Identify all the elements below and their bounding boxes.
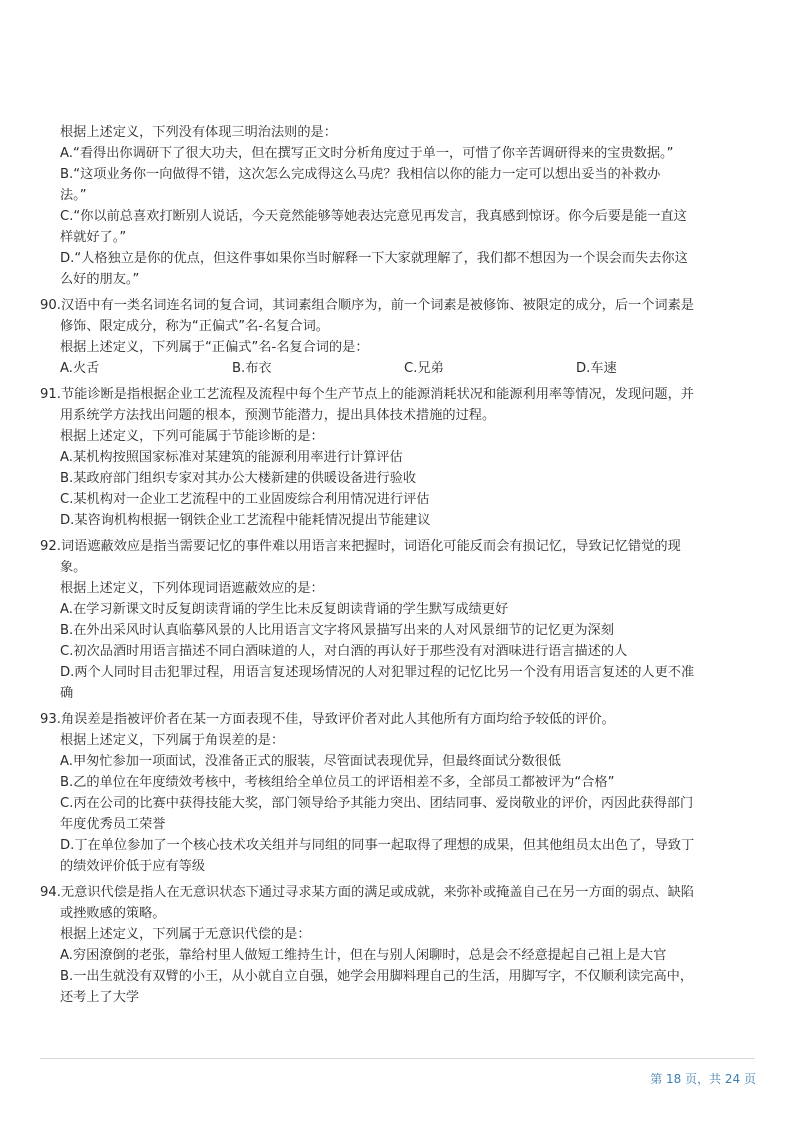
option-b-cont: 法。” xyxy=(60,188,87,203)
option-b: B.布衣 xyxy=(232,361,272,376)
option-c: C.丙在公司的比赛中获得技能大奖，部门领导给予其能力突出、团结同事、爱岗敬业的评价，丙因此获得部门 xyxy=(60,796,694,811)
option-b: B.一出生就没有双臂的小王，从小就自立自强，她学会用脚料理自己的生活，用脚写字，不仅顺利读完高中， xyxy=(60,969,694,984)
option-a: A.在学习新课文时反复朗读背诵的学生比未反复朗读背诵的学生默写成绩更好 xyxy=(60,602,509,617)
question-intro: 根据上述定义，下列属于角误差的是： xyxy=(60,733,285,748)
page-number: 第 18 页，共 24 页 xyxy=(650,1072,756,1086)
option-d-cont: 确 xyxy=(60,686,74,701)
question-intro: 根据上述定义，下列体现词语遮蔽效应的是： xyxy=(60,581,324,596)
question-stem-cont: 用系统学方法找出问题的根本，预测节能潜力，提出具体技术措施的过程。 xyxy=(60,408,496,423)
question-intro: 根据上述定义，下列没有体现三明治法则的是： xyxy=(60,125,337,140)
question-stem-cont: 象。 xyxy=(60,560,87,575)
question-91 xyxy=(40,384,765,531)
options-row xyxy=(40,358,765,379)
option-d-cont: 么好的朋友。” xyxy=(60,272,140,287)
question-stem: 90.汉语中有一类名词连名词的复合词，其词素组合顺序为，前一个词素是被修饰、被限定的成分，后一个词素是 xyxy=(40,298,694,313)
option-b: B.某政府部门组织专家对其办公大楼新建的供暖设备进行验收 xyxy=(60,471,417,486)
option-c: C.“你以前总喜欢打断别人说话，今天竟然能够等她表达完意见再发言，我真感到惊讶。你今后要是能一直这 xyxy=(60,209,687,224)
option-d: D.“人格独立是你的优点，但这件事如果你当时解释一下大家就理解了，我们都不想因为一个误会而失去你这 xyxy=(60,251,688,266)
question-94 xyxy=(40,882,765,1008)
option-c: C.初次品酒时用语言描述不同白酒味道的人，对白酒的再认好于那些没有对酒味进行语言描述的人 xyxy=(60,644,628,659)
option-c: C.某机构对一企业工艺流程中的工业固废综合利用情况进行评估 xyxy=(60,492,430,507)
question-90 xyxy=(40,295,765,379)
question-stem-cont: 修饰、限定成分，称为“正偏式”名-名复合词。 xyxy=(60,319,329,334)
option-c-cont: 年度优秀员工荣誉 xyxy=(60,817,166,832)
option-a: A.甲匆忙参加一项面试，没准备正式的服装，尽管面试表现优异，但最终面试分数很低 xyxy=(60,754,561,769)
question-stem: 94.无意识代偿是指人在无意识状态下通过寻求某方面的满足或成就，来弥补或掩盖自己在另一方面的弱点、缺陷 xyxy=(40,885,694,900)
question-stem: 93.角误差是指被评价者在某一方面表现不佳，导致评价者对此人其他所有方面均给予较低的评价。 xyxy=(40,712,615,727)
option-d: D.两个人同时目击犯罪过程，用语言复述现场情况的人对犯罪过程的记忆比另一个没有用语言复述的人更不准 xyxy=(60,665,695,680)
question-92 xyxy=(40,536,765,704)
question-stem: 92.词语遮蔽效应是指当需要记忆的事件难以用语言来把握时，词语化可能反而会有损记忆，导致记忆错觉的现 xyxy=(40,539,681,554)
option-b: B.“这项业务你一向做得不错，这次怎么完成得这么马虎？我相信以你的能力一定可以想出妥当的补救办 xyxy=(60,167,661,182)
question-stem: 91.节能诊断是指根据企业工艺流程及流程中每个生产节点上的能源消耗状况和能源利用率等情况，发现问题，并 xyxy=(40,387,694,402)
footer-divider xyxy=(40,1058,755,1059)
option-d: D.车速 xyxy=(576,361,617,376)
option-a: A.穷困潦倒的老张，靠给村里人做短工维持生计，但在与别人闲聊时，总是会不经意提起自己祖上是大官 xyxy=(60,948,667,963)
option-c-cont: 样就好了。” xyxy=(60,230,127,245)
option-c: C.兄弟 xyxy=(404,361,444,376)
option-d: D.丁在单位参加了一个核心技术攻关组并与同组的同事一起取得了理想的成果，但其他组员太出色了，导致丁 xyxy=(60,838,695,853)
option-b-cont: 还考上了大学 xyxy=(60,990,140,1005)
question-93 xyxy=(40,709,765,877)
option-a: A.火舌 xyxy=(60,361,100,376)
question-intro: 根据上述定义，下列属于“正偏式”名-名复合词的是： xyxy=(60,340,369,355)
question-89-tail xyxy=(40,122,765,290)
option-d: D.某咨询机构根据一钢铁企业工艺流程中能耗情况提出节能建议 xyxy=(60,513,431,528)
option-a: A.某机构按照国家标准对某建筑的能源利用率进行计算评估 xyxy=(60,450,403,465)
question-stem-cont: 或挫败感的策略。 xyxy=(60,906,166,921)
option-b: B.在外出采风时认真临摹风景的人比用语言文字将风景描写出来的人对风景细节的记忆更为深刻 xyxy=(60,623,614,638)
question-intro: 根据上述定义，下列属于无意识代偿的是： xyxy=(60,927,311,942)
option-d-cont: 的绩效评价低于应有等级 xyxy=(60,859,206,874)
question-intro: 根据上述定义，下列可能属于节能诊断的是： xyxy=(60,429,324,444)
option-b: B.乙的单位在年度绩效考核中，考核组给全单位员工的评语相差不多，全部员工都被评为“合格” xyxy=(60,775,615,790)
page-content xyxy=(40,122,765,1008)
option-a: A.“看得出你调研下了很大功夫，但在撰写正文时分析角度过于单一，可惜了你辛苦调研得来的宝贵数据。” xyxy=(60,146,674,161)
